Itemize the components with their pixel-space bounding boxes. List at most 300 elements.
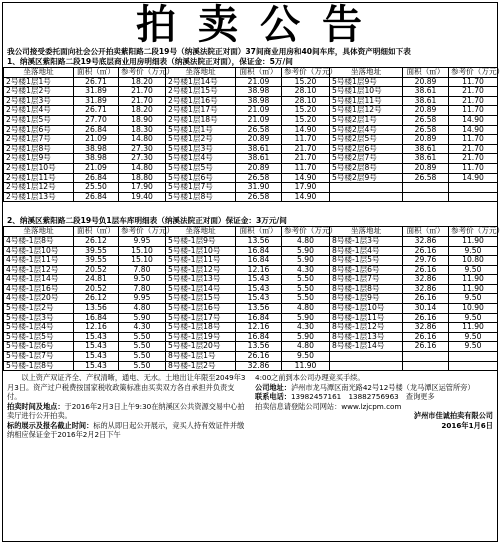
section2-header-cell: 坐落地址 xyxy=(4,227,74,237)
table-cell: 26.58 xyxy=(236,173,282,183)
section1-header-cell: 坐落地址 xyxy=(4,68,74,78)
table-cell: 2号楼1层16号 xyxy=(166,96,236,106)
table-cell: 20.89 xyxy=(403,106,449,116)
section2-header-row xyxy=(4,227,498,237)
table-cell: 8号楼-1层6号 xyxy=(330,265,403,275)
table-cell: 11.90 xyxy=(449,284,498,294)
table-cell: 11.90 xyxy=(449,323,498,333)
table-row xyxy=(4,352,498,362)
footer-text: 4:00之前到本公司办理竞买手续。 xyxy=(255,373,365,383)
table-cell: 5号楼-1层9号 xyxy=(166,236,236,246)
table-cell: 5号楼1层2号 xyxy=(166,135,236,145)
table-cell: 5号楼-1层5号 xyxy=(4,332,74,342)
table-cell: 9.50 xyxy=(449,246,498,256)
table-cell: 11.90 xyxy=(282,361,330,371)
intro-text: 我公司接受委托面向社会公开拍卖紫阳路二段19号（纳溪法院正对面）37间商业用房和40间车库，具体资产明细如下表 xyxy=(7,47,411,56)
table-cell: 5号楼2层5号 xyxy=(330,135,403,145)
table-cell: 26.16 xyxy=(236,352,282,362)
section2-header-cell: 面积（㎡） xyxy=(236,227,282,237)
table-cell: 14.90 xyxy=(282,173,330,183)
table-cell: 39.55 xyxy=(74,246,119,256)
table-cell: 4.80 xyxy=(282,342,330,352)
footer xyxy=(3,371,497,442)
table-cell: 20.89 xyxy=(236,135,282,145)
table-cell: 38.98 xyxy=(74,154,119,164)
table-cell xyxy=(449,352,498,362)
table-cell xyxy=(449,192,498,202)
table-cell: 5号楼1层4号 xyxy=(166,154,236,164)
table-cell: 27.30 xyxy=(119,154,166,164)
section1-header-cell: 参考价（万元） xyxy=(119,68,166,78)
table-cell: 8号楼-1层14号 xyxy=(330,342,403,352)
table-cell: 14.80 xyxy=(119,135,166,145)
section1-header-cell: 面积（㎡） xyxy=(236,68,282,78)
table-cell: 38.61 xyxy=(236,154,282,164)
table-cell: 15.10 xyxy=(119,256,166,266)
table-cell: 5号楼-1层6号 xyxy=(4,342,74,352)
table-cell: 28.10 xyxy=(282,96,330,106)
table-cell: 32.86 xyxy=(403,284,449,294)
table-cell: 38.98 xyxy=(236,96,282,106)
table-cell: 21.70 xyxy=(449,154,498,164)
footer-label: 标的展示及报名截止时间： xyxy=(7,420,94,430)
table-cell: 21.09 xyxy=(74,163,119,173)
table-cell: 21.09 xyxy=(236,115,282,125)
table-cell: 4号楼-1层8号 xyxy=(4,236,74,246)
table-cell: 15.43 xyxy=(236,284,282,294)
table-cell: 15.43 xyxy=(74,352,119,362)
table-cell: 38.61 xyxy=(403,154,449,164)
table-cell: 5号楼-1层8号 xyxy=(4,361,74,371)
section1-header-cell: 坐落地址 xyxy=(330,68,403,78)
table-cell: 2号楼1层8号 xyxy=(4,144,74,154)
table-cell: 28.10 xyxy=(282,87,330,97)
footer-label: 拍卖时间及地点： xyxy=(7,401,65,411)
table-cell: 5号楼-1层15号 xyxy=(166,294,236,304)
table-cell: 15.20 xyxy=(282,106,330,116)
table-cell: 2号楼1层2号 xyxy=(4,87,74,97)
table-cell: 5号楼-1层20号 xyxy=(166,342,236,352)
footer-paragraph xyxy=(255,402,493,412)
section2-header-cell: 坐落地址 xyxy=(330,227,403,237)
table-cell: 2号楼1层9号 xyxy=(4,154,74,164)
table-row xyxy=(4,323,498,333)
table-cell xyxy=(403,352,449,362)
table-cell: 5号楼-1层17号 xyxy=(166,313,236,323)
table-cell: 18.20 xyxy=(119,106,166,116)
table-cell: 4.30 xyxy=(282,265,330,275)
table-cell: 24.81 xyxy=(74,275,119,285)
table-cell: 2号楼1层10号 xyxy=(4,163,74,173)
table-cell: 26.16 xyxy=(403,265,449,275)
table-row xyxy=(4,304,498,314)
table-cell: 9.95 xyxy=(119,236,166,246)
table-cell: 4.30 xyxy=(282,323,330,333)
section1-header-cell: 参考价（万元） xyxy=(282,68,330,78)
table-cell: 25.50 xyxy=(74,183,119,193)
footer-paragraph xyxy=(255,373,493,383)
section1-header-row xyxy=(4,68,498,78)
table-cell: 5号楼2层4号 xyxy=(330,125,403,135)
table-cell: 38.98 xyxy=(74,144,119,154)
table-cell: 8号楼-1层4号 xyxy=(330,246,403,256)
table-cell: 29.76 xyxy=(403,256,449,266)
table-cell: 4.80 xyxy=(119,304,166,314)
table-cell: 8号楼-1层2号 xyxy=(166,361,236,371)
table-cell: 8号楼-1层3号 xyxy=(330,236,403,246)
table-cell: 4.80 xyxy=(282,236,330,246)
section2-header-cell: 参考价（万元） xyxy=(119,227,166,237)
section2-header-cell: 参考价（万元） xyxy=(282,227,330,237)
table-cell: 26.12 xyxy=(74,294,119,304)
table-cell: 14.80 xyxy=(119,163,166,173)
table-cell: 5号楼-1层14号 xyxy=(166,284,236,294)
table-cell xyxy=(330,361,403,371)
table-cell: 15.20 xyxy=(282,77,330,87)
table-cell: 17.90 xyxy=(282,183,330,193)
table-cell: 38.61 xyxy=(403,96,449,106)
table-cell: 15.43 xyxy=(236,275,282,285)
table-row xyxy=(4,236,498,246)
commercial-table-body xyxy=(4,77,498,202)
table-cell: 5号楼-1层18号 xyxy=(166,323,236,333)
table-cell: 5号楼1层5号 xyxy=(166,163,236,173)
table-row xyxy=(4,115,498,125)
section1-header-cell: 参考价（万元） xyxy=(449,68,498,78)
table-cell: 5号楼-1层4号 xyxy=(4,323,74,333)
table-cell: 16.84 xyxy=(236,256,282,266)
table-cell: 4号楼-1层16号 xyxy=(4,284,74,294)
section1-header-cell: 面积（㎡） xyxy=(403,68,449,78)
table-cell: 2号楼1层13号 xyxy=(4,192,74,202)
table-row xyxy=(4,275,498,285)
section2-heading: 2、纳溪区紫阳路二段19号负1层车库明细表（纳溪法院正对面）保证金：3万元/间 xyxy=(7,216,287,226)
footer-left xyxy=(3,371,251,442)
footer-text: 以上资产双证齐全、产权清晰，通电、无水。土地出让年限至2049年3月3日。资产过户税费按国家税收政策标准由买卖双方各自承担并负责支付。 xyxy=(7,373,246,402)
table-cell: 11.70 xyxy=(449,77,498,87)
table-cell: 8号楼-1层5号 xyxy=(330,256,403,266)
table-cell: 5号楼1层12号 xyxy=(330,106,403,116)
table-cell: 9.50 xyxy=(449,313,498,323)
garage-table-header xyxy=(4,226,504,237)
table-cell: 14.90 xyxy=(449,173,498,183)
table-cell xyxy=(449,183,498,193)
table-row xyxy=(4,135,498,145)
table-cell: 9.50 xyxy=(449,265,498,275)
table-cell: 5.50 xyxy=(119,352,166,362)
table-cell: 14.90 xyxy=(282,125,330,135)
table-row xyxy=(4,183,498,193)
table-cell: 8号楼-1层11号 xyxy=(330,313,403,323)
table-cell: 2号楼1层12号 xyxy=(4,183,74,193)
table-cell: 20.52 xyxy=(74,265,119,275)
table-cell: 5号楼-1层11号 xyxy=(166,256,236,266)
table-cell: 38.61 xyxy=(403,144,449,154)
footer-paragraph xyxy=(255,392,493,402)
table-cell: 11.70 xyxy=(282,135,330,145)
garage-table-body xyxy=(4,236,498,370)
table-cell: 21.70 xyxy=(449,96,498,106)
table-cell: 5号楼1层7号 xyxy=(166,183,236,193)
table-cell: 5号楼-1层2号 xyxy=(4,304,74,314)
commercial-table xyxy=(3,67,504,202)
table-cell xyxy=(403,183,449,193)
table-cell: 11.70 xyxy=(449,106,498,116)
table-cell xyxy=(330,183,403,193)
company-name: 泸州市佳诚拍卖有限公司 xyxy=(413,411,493,421)
table-cell: 5号楼2层6号 xyxy=(330,144,403,154)
table-cell: 21.09 xyxy=(74,135,119,145)
table-cell: 11.70 xyxy=(282,163,330,173)
table-cell: 8号楼-1层1号 xyxy=(166,352,236,362)
table-cell: 13.56 xyxy=(74,304,119,314)
section1-header-cell: 面积（㎡） xyxy=(74,68,119,78)
table-cell: 26.84 xyxy=(74,125,119,135)
table-cell: 38.98 xyxy=(236,87,282,97)
table-cell: 11.90 xyxy=(449,236,498,246)
footer-text: 泸州市龙马潭区南光路42号12号楼（龙马潭区运管所旁） xyxy=(290,382,475,392)
table-cell: 26.58 xyxy=(236,192,282,202)
section1-header-cell: 坐落地址 xyxy=(166,68,236,78)
table-cell: 18.90 xyxy=(119,115,166,125)
table-cell: 26.71 xyxy=(74,77,119,87)
table-cell: 11.70 xyxy=(449,163,498,173)
table-cell: 2号楼1层15号 xyxy=(166,87,236,97)
table-cell: 14.90 xyxy=(449,115,498,125)
table-cell: 5.90 xyxy=(282,313,330,323)
table-cell: 32.86 xyxy=(403,236,449,246)
table-cell: 9.95 xyxy=(119,294,166,304)
table-cell: 5号楼2层7号 xyxy=(330,154,403,164)
table-cell: 5.50 xyxy=(119,361,166,371)
table-cell: 21.70 xyxy=(449,144,498,154)
footer-paragraph xyxy=(7,402,247,421)
table-cell: 8号楼-1层13号 xyxy=(330,332,403,342)
table-cell: 5号楼1层1号 xyxy=(166,125,236,135)
table-cell: 2号楼1层7号 xyxy=(4,135,74,145)
table-cell: 18.30 xyxy=(119,125,166,135)
table-cell: 11.90 xyxy=(449,275,498,285)
section2-header-cell: 面积（㎡） xyxy=(74,227,119,237)
footer-paragraph xyxy=(7,373,247,402)
table-cell: 5号楼1层3号 xyxy=(166,144,236,154)
table-cell: 21.70 xyxy=(119,87,166,97)
table-row xyxy=(4,361,498,371)
table-cell xyxy=(403,192,449,202)
table-cell: 9.50 xyxy=(449,342,498,352)
table-cell: 16.84 xyxy=(236,246,282,256)
table-cell: 5号楼2层8号 xyxy=(330,163,403,173)
table-cell: 10.90 xyxy=(449,304,498,314)
table-cell: 5号楼1层11号 xyxy=(330,96,403,106)
table-cell: 5号楼2层1号 xyxy=(330,115,403,125)
table-cell: 4号楼-1层20号 xyxy=(4,294,74,304)
auction-notice xyxy=(2,1,504,542)
garage-table xyxy=(3,226,504,371)
table-cell: 15.43 xyxy=(74,361,119,371)
table-cell: 20.52 xyxy=(74,284,119,294)
table-cell: 21.70 xyxy=(282,154,330,164)
footer-label: 公司地址： xyxy=(255,382,291,392)
table-cell: 30.14 xyxy=(403,304,449,314)
table-cell: 26.84 xyxy=(74,173,119,183)
table-cell: 5号楼1层9号 xyxy=(330,77,403,87)
footer-text: 标的从即日起公开展示，竞买人持有效证件并缴纳相应保证金于2016年2月2日下午 xyxy=(7,420,245,440)
table-cell: 26.58 xyxy=(403,125,449,135)
table-cell: 21.09 xyxy=(236,77,282,87)
commercial-table-header xyxy=(4,67,504,78)
footer-paragraph xyxy=(7,421,247,440)
table-cell: 15.20 xyxy=(282,115,330,125)
table-cell: 8号楼-1层7号 xyxy=(330,275,403,285)
table-cell: 38.61 xyxy=(236,144,282,154)
table-cell: 9.50 xyxy=(449,294,498,304)
table-cell: 26.58 xyxy=(236,125,282,135)
table-cell: 2号楼1层5号 xyxy=(4,115,74,125)
table-cell: 4.30 xyxy=(119,323,166,333)
table-cell: 4号楼-1层14号 xyxy=(4,275,74,285)
table-cell: 15.43 xyxy=(74,342,119,352)
table-cell: 38.61 xyxy=(403,87,449,97)
footer-paragraph xyxy=(255,383,493,393)
table-cell: 32.86 xyxy=(403,275,449,285)
table-cell: 21.70 xyxy=(282,144,330,154)
table-cell: 2号楼1层1号 xyxy=(4,77,74,87)
table-cell: 5号楼-1层16号 xyxy=(166,304,236,314)
table-cell: 31.89 xyxy=(74,87,119,97)
table-cell: 31.89 xyxy=(74,96,119,106)
table-cell: 20.89 xyxy=(236,163,282,173)
table-cell: 12.16 xyxy=(74,323,119,333)
table-cell: 4号楼-1层10号 xyxy=(4,246,74,256)
table-cell: 13.56 xyxy=(236,304,282,314)
table-cell: 5.90 xyxy=(119,313,166,323)
table-cell: 5.50 xyxy=(282,284,330,294)
table-cell: 5.50 xyxy=(282,294,330,304)
table-cell: 27.30 xyxy=(119,144,166,154)
table-cell: 8号楼-1层8号 xyxy=(330,284,403,294)
table-cell: 2号楼1层17号 xyxy=(166,106,236,116)
table-cell: 5号楼1层10号 xyxy=(330,87,403,97)
page-title: 拍卖公告 xyxy=(136,1,384,48)
table-cell: 14.90 xyxy=(449,125,498,135)
table-cell: 26.16 xyxy=(403,246,449,256)
table-cell: 5号楼1层6号 xyxy=(166,173,236,183)
table-cell: 8号楼-1层9号 xyxy=(330,294,403,304)
table-cell: 20.89 xyxy=(403,163,449,173)
table-cell: 26.16 xyxy=(403,294,449,304)
table-cell: 15.43 xyxy=(74,332,119,342)
table-cell: 11.70 xyxy=(449,135,498,145)
table-cell: 2号楼1层11号 xyxy=(4,173,74,183)
table-cell: 21.70 xyxy=(449,87,498,97)
table-cell: 5号楼-1层12号 xyxy=(166,265,236,275)
footer-text: 拍卖信息请登陆公司网站：www.lzjcpm.com xyxy=(255,401,402,411)
table-cell: 19.40 xyxy=(119,192,166,202)
table-cell: 9.50 xyxy=(449,332,498,342)
table-cell: 5号楼-1层13号 xyxy=(166,275,236,285)
table-cell: 5号楼-1层7号 xyxy=(4,352,74,362)
table-cell: 16.84 xyxy=(74,313,119,323)
table-cell: 12.16 xyxy=(236,323,282,333)
table-cell: 2号楼1层3号 xyxy=(4,96,74,106)
table-cell: 5号楼-1层3号 xyxy=(4,313,74,323)
table-row xyxy=(4,192,498,202)
table-cell: 5号楼1层8号 xyxy=(166,192,236,202)
table-cell: 5号楼-1层19号 xyxy=(166,332,236,342)
table-cell: 13.56 xyxy=(236,236,282,246)
table-cell: 4.80 xyxy=(282,304,330,314)
table-cell xyxy=(403,361,449,371)
table-cell: 9.50 xyxy=(282,352,330,362)
footer-label: 联系电话： xyxy=(255,392,291,402)
table-cell: 26.16 xyxy=(403,313,449,323)
table-cell: 2号楼1层18号 xyxy=(166,115,236,125)
table-cell: 8号楼-1层12号 xyxy=(330,323,403,333)
table-cell xyxy=(330,352,403,362)
table-cell: 5.50 xyxy=(282,275,330,285)
footer-text: 13982457161 13882756963 查询更多 xyxy=(290,392,435,402)
table-cell: 5.50 xyxy=(119,342,166,352)
table-cell: 12.16 xyxy=(236,265,282,275)
table-cell: 7.80 xyxy=(119,265,166,275)
table-cell: 8号楼-1层10号 xyxy=(330,304,403,314)
table-row xyxy=(4,256,498,266)
table-cell: 5.90 xyxy=(282,256,330,266)
footer-right xyxy=(251,371,497,442)
table-cell: 32.86 xyxy=(236,361,282,371)
table-cell: 26.16 xyxy=(403,332,449,342)
table-cell: 16.84 xyxy=(236,313,282,323)
table-cell: 15.10 xyxy=(119,246,166,256)
table-cell: 31.90 xyxy=(236,183,282,193)
table-cell: 18.20 xyxy=(119,77,166,87)
section2-header-cell: 面积（㎡） xyxy=(403,227,449,237)
table-cell: 18.80 xyxy=(119,173,166,183)
table-row xyxy=(4,163,498,173)
section2-header-cell: 参考价（万元） xyxy=(449,227,498,237)
table-cell: 5.90 xyxy=(282,332,330,342)
table-cell: 15.43 xyxy=(236,294,282,304)
table-cell: 2号楼1层6号 xyxy=(4,125,74,135)
section2-header-cell: 坐落地址 xyxy=(166,227,236,237)
table-cell: 5号楼-1层10号 xyxy=(166,246,236,256)
table-cell: 26.16 xyxy=(403,342,449,352)
section1-heading: 1、纳溪区紫阳路二段19号底层商业用房明细表（纳溪法院正对面），保证金：5万/间 xyxy=(7,57,293,66)
table-cell: 4号楼-1层12号 xyxy=(4,265,74,275)
table-cell: 4号楼-1层11号 xyxy=(4,256,74,266)
table-row xyxy=(4,154,498,164)
footer-text: 于2016年2月3日上午9:30在纳溪区公共资源交易中心拍卖厅进行公开拍卖。 xyxy=(7,401,245,421)
table-cell: 26.58 xyxy=(403,173,449,183)
table-cell: 26.84 xyxy=(74,192,119,202)
table-cell: 21.70 xyxy=(119,96,166,106)
table-cell: 16.84 xyxy=(236,332,282,342)
table-cell: 17.90 xyxy=(119,183,166,193)
table-cell: 20.89 xyxy=(403,77,449,87)
table-cell: 21.09 xyxy=(236,106,282,116)
table-cell: 5.50 xyxy=(119,332,166,342)
table-cell: 14.90 xyxy=(282,192,330,202)
table-cell: 5号楼2层9号 xyxy=(330,173,403,183)
table-cell: 13.56 xyxy=(236,342,282,352)
table-cell: 27.70 xyxy=(74,115,119,125)
table-cell xyxy=(449,361,498,371)
table-cell: 5.90 xyxy=(282,246,330,256)
table-cell: 2号楼1层14号 xyxy=(166,77,236,87)
table-cell: 26.58 xyxy=(403,115,449,125)
table-cell: 20.89 xyxy=(403,135,449,145)
